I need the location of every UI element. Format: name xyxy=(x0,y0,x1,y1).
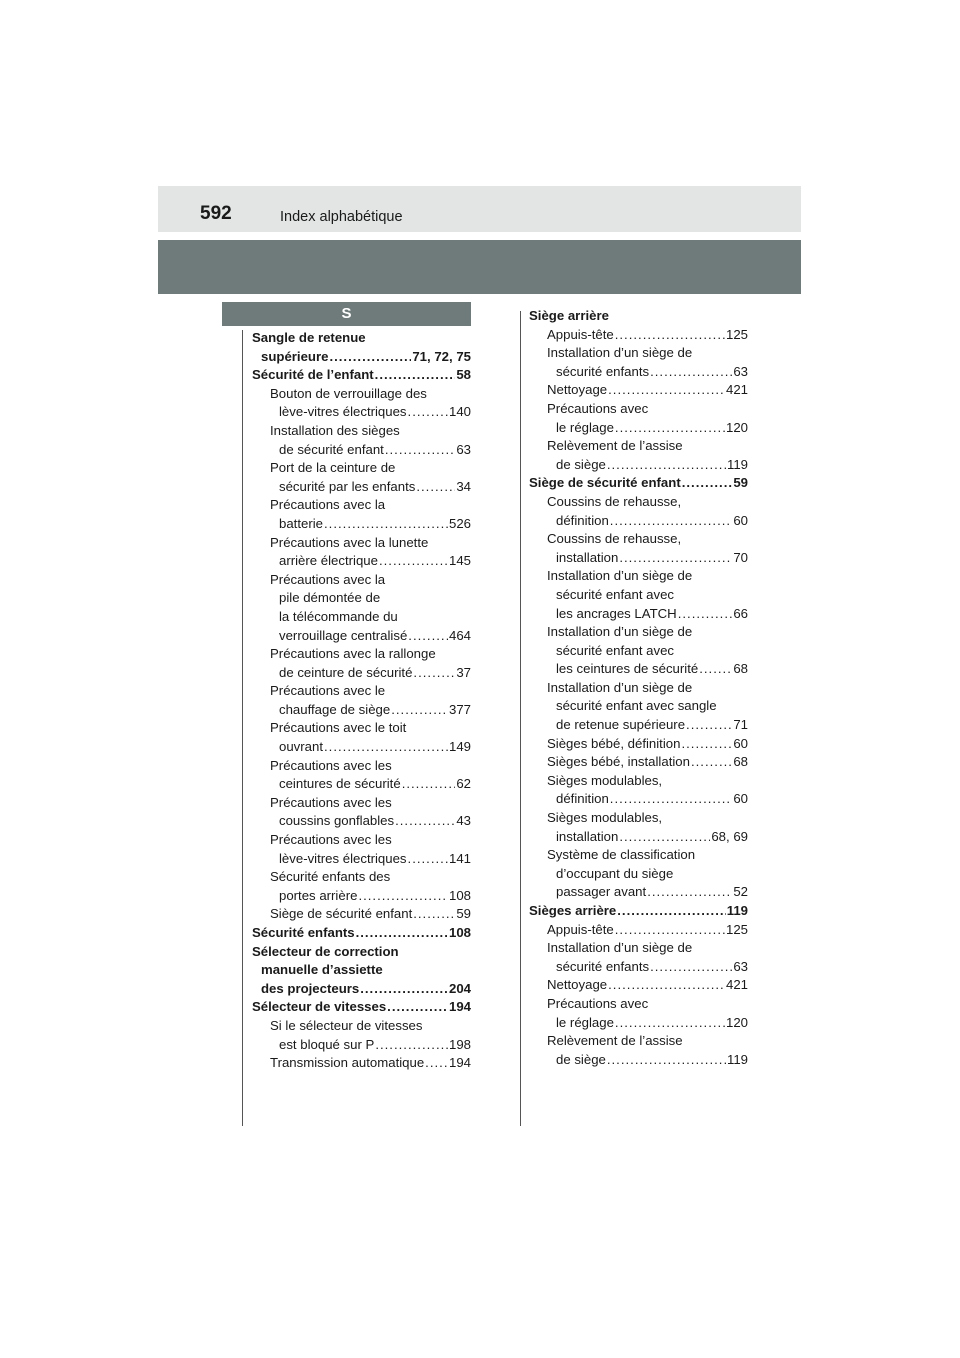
dot-leader xyxy=(408,627,448,646)
index-entry-page: 34 xyxy=(456,478,471,494)
index-entry xyxy=(252,627,471,646)
index-entry-page: 63 xyxy=(733,363,748,379)
index-entry-text: Nettoyage xyxy=(547,977,608,993)
index-entry-page: 119 xyxy=(726,903,748,918)
index-entry-text: Coussins de rehausse, xyxy=(547,531,682,547)
index-entry-text: Installation d’un siège de xyxy=(547,624,693,640)
index-entry-text: Si le sélecteur de vitesses xyxy=(270,1017,423,1033)
index-entry-text: passager avant xyxy=(556,884,647,900)
index-entry xyxy=(252,515,471,534)
index-entry-text: Précautions avec les xyxy=(270,757,392,773)
dot-leader xyxy=(324,738,448,757)
dot-leader xyxy=(387,998,448,1017)
index-entry-text: de siège xyxy=(556,1051,606,1067)
index-entry-text: Coussins de rehausse, xyxy=(547,493,682,509)
index-entry-text: Relèvement de l’assise xyxy=(547,1033,683,1049)
index-entry-text: arrière électrique xyxy=(279,553,378,569)
index-entry-text: des projecteurs xyxy=(261,980,360,996)
index-entry-page: 37 xyxy=(456,664,471,680)
column-rule-left xyxy=(242,330,243,1126)
index-entry-page: 70 xyxy=(733,549,748,565)
index-entry xyxy=(529,716,748,735)
index-entry-text: de retenue supérieure xyxy=(556,717,686,733)
index-entry-text: Sièges modulables, xyxy=(547,772,663,788)
index-entry xyxy=(252,348,471,367)
dot-leader xyxy=(678,605,733,624)
dot-leader xyxy=(615,326,725,345)
dot-leader xyxy=(699,660,732,679)
index-entry xyxy=(529,939,748,958)
index-entry-text: Précautions avec xyxy=(547,995,649,1011)
index-entry xyxy=(252,757,471,776)
index-entry-text: Précautions avec xyxy=(547,400,649,416)
dot-leader xyxy=(650,363,732,382)
index-entry xyxy=(252,1036,471,1055)
index-entry-page: 421 xyxy=(725,977,748,993)
index-entry xyxy=(529,400,748,419)
index-entry xyxy=(252,812,471,831)
index-entry xyxy=(252,645,471,664)
index-entry xyxy=(252,701,471,720)
index-entry-text: Précautions avec les xyxy=(270,832,392,848)
index-entry xyxy=(529,437,748,456)
index-entry xyxy=(529,1014,748,1033)
index-entry-page: 71, 72, 75 xyxy=(412,348,471,364)
index-entry-text: Précautions avec le toit xyxy=(270,720,407,736)
index-entry-page: 108 xyxy=(448,925,471,940)
dot-leader xyxy=(358,887,448,906)
index-entry xyxy=(529,772,748,791)
index-entry-text: le réglage xyxy=(556,1014,614,1030)
index-entry-text: lève-vitres électriques xyxy=(279,404,407,420)
index-entry-page: 194 xyxy=(448,1055,471,1071)
index-entry-text: Relèvement de l’assise xyxy=(547,438,683,454)
index-entry-page: 198 xyxy=(448,1036,471,1052)
index-entry xyxy=(252,850,471,869)
index-entry xyxy=(252,868,471,887)
index-entry-page: 68 xyxy=(733,754,748,770)
dot-leader xyxy=(610,512,733,531)
index-entry xyxy=(252,534,471,553)
index-entry xyxy=(529,735,748,754)
section-title: Index alphabétique xyxy=(280,209,403,225)
index-entry xyxy=(529,995,748,1014)
index-entry-text: Appuis-tête xyxy=(547,921,614,937)
dot-leader xyxy=(416,478,455,497)
index-entry xyxy=(529,419,748,438)
index-entry xyxy=(252,1017,471,1036)
index-entry-text: sécurité enfants xyxy=(556,958,650,974)
index-entry xyxy=(252,441,471,460)
index-entry-page: 464 xyxy=(448,627,471,643)
index-entry xyxy=(529,660,748,679)
index-entry xyxy=(252,664,471,683)
dot-leader xyxy=(615,1014,725,1033)
index-entry xyxy=(529,1032,748,1051)
index-entry-text: chauffage de siège xyxy=(279,701,391,717)
index-entry xyxy=(529,344,748,363)
dot-leader xyxy=(402,775,456,794)
index-entry-page: 120 xyxy=(725,1014,748,1030)
index-entry xyxy=(252,682,471,701)
index-entry-page: 149 xyxy=(448,739,471,755)
index-entry-text: batterie xyxy=(279,515,323,531)
index-entry xyxy=(252,943,471,962)
index-entry xyxy=(529,567,748,586)
index-entry-text: supérieure xyxy=(261,348,329,364)
index-entry xyxy=(252,1054,471,1073)
dot-leader xyxy=(408,850,448,869)
index-entry-page: 68 xyxy=(733,661,748,677)
dot-leader xyxy=(391,701,448,720)
dot-leader xyxy=(385,441,455,460)
index-entry xyxy=(252,329,471,348)
dot-leader xyxy=(329,348,411,367)
dot-leader xyxy=(607,456,726,475)
index-entry-text: Sièges bébé, définition xyxy=(547,735,681,751)
index-entry-text: Sélecteur de correction xyxy=(252,943,399,959)
index-entry-page: 60 xyxy=(733,791,748,807)
index-entry xyxy=(529,381,748,400)
index-entry-page: 60 xyxy=(733,735,748,751)
dot-leader xyxy=(379,552,448,571)
index-entry-text: Installation d’un siège de xyxy=(547,940,693,956)
index-entry xyxy=(252,980,471,999)
index-entry-page: 120 xyxy=(725,419,748,435)
dot-leader xyxy=(617,902,725,921)
index-entry-text: Sièges arrière xyxy=(529,903,617,918)
index-entry-text: Port de la ceinture de xyxy=(270,460,396,476)
dot-leader xyxy=(425,1054,448,1073)
index-entry xyxy=(252,552,471,571)
index-entry xyxy=(529,809,748,828)
index-entry-text: Sélecteur de vitesses xyxy=(252,999,387,1015)
index-entry xyxy=(252,905,471,924)
index-entry-text: Précautions avec la xyxy=(270,571,386,587)
index-entry-text: les ceintures de sécurité xyxy=(556,661,699,677)
index-entry xyxy=(529,512,748,531)
dot-leader xyxy=(608,976,725,995)
index-entry-text: Installation d’un siège de xyxy=(547,568,693,584)
index-entry-page: 63 xyxy=(456,441,471,457)
index-entry xyxy=(252,738,471,757)
index-entry xyxy=(529,549,748,568)
index-entry-text: Nettoyage xyxy=(547,382,608,398)
index-entry-page: 108 xyxy=(448,887,471,903)
index-entry-text: Sièges bébé, installation xyxy=(547,754,690,770)
index-entry-page: 68, 69 xyxy=(711,828,748,844)
index-entry-text: Installation d’un siège de xyxy=(547,345,693,361)
index-entry-page: 59 xyxy=(733,475,748,491)
index-entry-page: 526 xyxy=(448,515,471,531)
index-entry-page: 59 xyxy=(456,906,471,922)
index-entry-text: ceintures de sécurité xyxy=(279,776,401,792)
index-entry xyxy=(252,719,471,738)
index-entry xyxy=(252,887,471,906)
index-entry-text: Siège de sécurité enfant xyxy=(529,475,681,491)
index-entry-text: Transmission automatique xyxy=(270,1055,425,1071)
index-entry xyxy=(529,753,748,772)
index-entry-text: définition xyxy=(556,791,609,807)
index-entry-text: Sangle de retenue xyxy=(252,330,366,345)
index-entry-text: Siège de sécurité enfant xyxy=(270,906,413,922)
index-entry-page: 141 xyxy=(448,850,471,866)
index-entry xyxy=(252,924,471,943)
column-rule-middle xyxy=(520,311,521,1126)
dot-leader xyxy=(619,549,732,568)
index-entry xyxy=(529,493,748,512)
index-entry-text: Précautions avec la rallonge xyxy=(270,646,436,662)
index-entry xyxy=(529,586,748,605)
index-entry-text: Siège arrière xyxy=(529,308,609,323)
index-entry xyxy=(529,326,748,345)
index-entry-page: 125 xyxy=(725,326,748,342)
index-entry xyxy=(529,1051,748,1070)
index-entry-text: Appuis-tête xyxy=(547,326,614,342)
index-entry xyxy=(529,697,748,716)
index-entry-text: Système de classification xyxy=(547,847,696,863)
index-entry-page: 71 xyxy=(733,717,748,733)
dot-leader xyxy=(324,515,448,534)
dot-leader xyxy=(615,921,725,940)
index-entry xyxy=(529,623,748,642)
dot-leader xyxy=(607,1051,726,1070)
dot-leader xyxy=(395,812,455,831)
index-entry xyxy=(252,366,471,385)
index-entry-text: Précautions avec la xyxy=(270,497,386,513)
dot-leader xyxy=(686,716,732,735)
index-entry-page: 204 xyxy=(448,980,471,996)
index-entry-page: 421 xyxy=(725,382,748,398)
index-entry xyxy=(252,589,471,608)
index-entry-text: sécurité enfants xyxy=(556,363,650,379)
index-entry-page: 58 xyxy=(456,367,471,383)
index-entry xyxy=(252,775,471,794)
index-entry xyxy=(252,608,471,627)
index-entry xyxy=(529,456,748,475)
index-entry-text: définition xyxy=(556,512,609,528)
dot-leader xyxy=(691,753,732,772)
index-entry-text: Précautions avec les xyxy=(270,794,392,810)
dot-leader xyxy=(681,735,732,754)
dot-leader xyxy=(608,381,725,400)
dot-leader xyxy=(375,1036,448,1055)
dot-leader xyxy=(375,366,456,385)
index-entry xyxy=(529,958,748,977)
index-entry-page: 66 xyxy=(733,605,748,621)
index-entry xyxy=(529,976,748,995)
index-entry xyxy=(529,474,748,493)
index-entry-page: 52 xyxy=(733,884,748,900)
index-entry xyxy=(252,422,471,441)
index-entry-text: sécurité enfant avec sangle xyxy=(556,698,717,714)
index-entry xyxy=(252,385,471,404)
index-entry-text: sécurité par les enfants xyxy=(279,478,416,494)
index-entry xyxy=(529,921,748,940)
index-entry-text: Sécurité enfants des xyxy=(270,869,391,885)
dot-leader xyxy=(650,958,732,977)
page-header-band xyxy=(158,186,801,232)
page-number: 592 xyxy=(200,203,232,224)
index-entry-text: sécurité enfant avec xyxy=(556,642,675,658)
index-entry-text: de siège xyxy=(556,456,606,472)
index-entry-text: les ancrages LATCH xyxy=(556,605,677,621)
index-entry xyxy=(252,478,471,497)
index-entry-page: 140 xyxy=(448,404,471,420)
index-entry-text: Précautions avec le xyxy=(270,683,386,699)
index-entry-text: portes arrière xyxy=(279,887,358,903)
dot-leader xyxy=(413,905,455,924)
index-entry-text: est bloqué sur P xyxy=(279,1036,375,1052)
index-entry xyxy=(529,605,748,624)
index-entry xyxy=(252,794,471,813)
index-entry-text: Sécurité de l’enfant xyxy=(252,367,374,383)
index-entry-page: 119 xyxy=(726,1051,748,1067)
index-entry-page: 125 xyxy=(725,921,748,937)
index-entry-page: 194 xyxy=(448,999,471,1015)
index-entry-text: la télécommande du xyxy=(279,608,398,624)
dot-leader xyxy=(413,664,455,683)
index-entry-page: 377 xyxy=(448,701,471,717)
dot-leader xyxy=(356,924,448,943)
dot-leader xyxy=(615,419,725,438)
index-entry xyxy=(252,998,471,1017)
dot-leader xyxy=(647,883,732,902)
index-entry xyxy=(252,831,471,850)
index-entry xyxy=(529,865,748,884)
dot-leader xyxy=(408,403,448,422)
index-entry xyxy=(529,530,748,549)
dot-leader xyxy=(619,828,710,847)
index-entry-text: Installation des sièges xyxy=(270,422,400,438)
index-entry-page: 60 xyxy=(733,512,748,528)
index-column-left xyxy=(252,329,471,1073)
index-entry-text: pile démontée de xyxy=(279,590,381,606)
index-entry-text: Sièges modulables, xyxy=(547,810,663,826)
index-entry-text: installation xyxy=(556,828,619,844)
index-entry-text: de ceinture de sécurité xyxy=(279,664,413,680)
index-entry-text: de sécurité enfant xyxy=(279,441,384,457)
index-entry-text: coussins gonflables xyxy=(279,813,395,829)
index-entry-page: 145 xyxy=(448,553,471,569)
index-column-right xyxy=(529,307,748,1069)
index-entry xyxy=(252,571,471,590)
index-entry-text: d’occupant du siège xyxy=(556,865,674,881)
index-entry-text: Bouton de verrouillage des xyxy=(270,385,427,401)
index-entry-text: le réglage xyxy=(556,419,614,435)
index-entry-page: 63 xyxy=(733,958,748,974)
dot-leader xyxy=(682,474,733,493)
index-entry-text: Installation d’un siège de xyxy=(547,679,693,695)
index-entry xyxy=(529,902,748,921)
index-entry xyxy=(529,883,748,902)
index-entry xyxy=(252,961,471,980)
index-entry-text: lève-vitres électriques xyxy=(279,850,407,866)
index-entry-page: 119 xyxy=(726,456,748,472)
index-entry-page: 62 xyxy=(456,776,471,792)
index-entry-text: sécurité enfant avec xyxy=(556,586,675,602)
index-entry xyxy=(529,790,748,809)
index-entry-text: ouvrant xyxy=(279,739,323,755)
index-entry-page: 43 xyxy=(456,813,471,829)
header-gray-band xyxy=(158,240,801,294)
index-entry-text: installation xyxy=(556,549,619,565)
index-entry xyxy=(529,679,748,698)
index-entry xyxy=(529,307,748,326)
index-entry-text: Sécurité enfants xyxy=(252,925,355,940)
index-entry xyxy=(529,828,748,847)
index-entry-text: Précautions avec la lunette xyxy=(270,534,429,550)
index-entry xyxy=(529,642,748,661)
index-entry xyxy=(529,846,748,865)
dot-leader xyxy=(360,980,448,999)
index-entry-text: manuelle d’assiette xyxy=(261,962,383,978)
dot-leader xyxy=(610,790,733,809)
index-entry xyxy=(252,459,471,478)
index-entry-text: verrouillage centralisé xyxy=(279,627,408,643)
index-entry xyxy=(529,363,748,382)
index-letter-tab: S xyxy=(222,302,471,326)
index-entry xyxy=(252,496,471,515)
index-entry xyxy=(252,403,471,422)
